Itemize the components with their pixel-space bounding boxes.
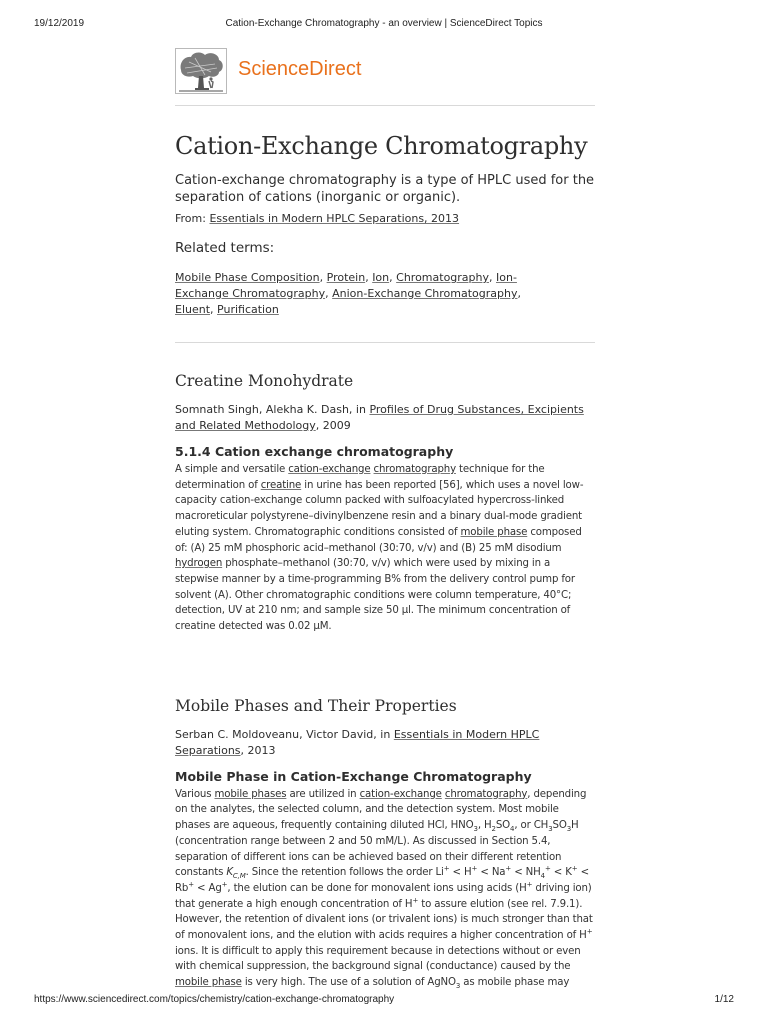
related-term-link[interactable]: Anion-Exchange Chromatography <box>332 287 518 300</box>
related-term-link[interactable]: Chromatography <box>396 271 490 284</box>
subsection-title: Mobile Phase in Cation-Exchange Chromatography <box>175 768 532 784</box>
related-terms-list: Mobile Phase Composition, Protein, Ion, Chromatography, Ion-Exchange Chromatography, Anion-Exchange Chromatography, Eluent, Purification <box>175 271 521 316</box>
section-body-text: A simple and versatile cation-exchange chromatography technique for the determination of creatine in urine has been reported [56], which uses a novel low-capacity cation-exchange column packed with sulfoacylated hypercross-linked macroreticular polystyrene–divinylbenzene resin and a binary dual-mode gradient eluting system. Chromatographic conditions consisted of mobile phase composed of: (A) 25 mM phosphoric acid–methanol (30:70, v/v) and (B) 25 mM disodium hydrogen phosphate–methanol (30:70, v/v) which were used by mixing in a stepwise manner by a time-programming B% from the delivery control pump for solvent (A). Other chromatographic conditions were column temperature, 40°C; detection, UV at 210 nm; and sample size 50 µl. The minimum concentration of creatine detected was 0.02 µM. <box>175 464 584 633</box>
related-term-link[interactable]: Protein <box>326 271 366 284</box>
topic-definition: Cation-exchange chromatography is a type of HPLC used for the separation of cations (inorganic or organic). <box>175 173 595 205</box>
term-link[interactable]: cation-exchange <box>288 464 371 475</box>
section-attribution <box>175 402 595 434</box>
term-link[interactable]: mobile phase <box>460 526 528 538</box>
book-source-link[interactable]: Profiles of Drug Substances, Excipients and Related Methodology <box>175 403 584 432</box>
section-title-creatine[interactable]: Creatine Monohydrate <box>175 372 354 390</box>
term-link[interactable]: chromatography <box>373 464 456 475</box>
definition-source <box>175 212 595 225</box>
related-term-link[interactable]: Ion-Exchange Chromatography <box>175 271 517 300</box>
authors: Serban C. Moldoveanu, Victor David, in <box>175 727 394 741</box>
term-link[interactable]: mobile phase <box>175 977 242 989</box>
brand-bar <box>175 44 595 105</box>
print-page-title: Cation-Exchange Chromatography - an overview | ScienceDirect Topics <box>225 18 543 29</box>
from-label: From: <box>175 212 210 225</box>
divider <box>175 105 595 106</box>
related-term-link[interactable]: Ion <box>372 271 390 284</box>
sciencedirect-logo-text[interactable]: ScienceDirect <box>238 58 362 80</box>
print-url: https://www.sciencedirect.com/topics/chemistry/cation-exchange-chromatography <box>34 994 395 1005</box>
term-link[interactable]: mobile phases <box>214 788 287 800</box>
elsevier-tree-icon <box>175 48 227 94</box>
term-link[interactable]: creatine <box>260 479 302 491</box>
section-attribution <box>175 727 595 759</box>
term-link[interactable]: cation-exchange <box>359 788 442 800</box>
term-link[interactable]: hydrogen <box>175 558 223 570</box>
definition-source-link[interactable]: Essentials in Modern HPLC Separations, 2013 <box>209 212 460 225</box>
authors: Somnath Singh, Alekha K. Dash, in <box>175 403 370 416</box>
print-date: 19/12/2019 <box>34 18 85 29</box>
publication-year: , 2013 <box>240 743 276 757</box>
term-link[interactable]: chromatography <box>444 788 528 800</box>
subsection-title: 5.1.4 Cation exchange chromatography <box>175 444 454 459</box>
section-title-mobile-phases[interactable]: Mobile Phases and Their Properties <box>175 696 457 715</box>
page-number: 1/12 <box>714 994 734 1005</box>
related-term-link[interactable]: Purification <box>217 303 279 316</box>
related-terms-heading: Related terms: <box>175 240 275 256</box>
related-term-link[interactable]: Eluent <box>175 303 211 316</box>
page-content <box>175 44 595 991</box>
book-source-link[interactable]: Essentials in Modern HPLC Separations <box>175 727 540 757</box>
related-term-link[interactable]: Mobile Phase Composition <box>175 271 320 284</box>
page-title: Cation-Exchange Chromatography <box>175 132 588 160</box>
publication-year: , 2009 <box>315 419 351 432</box>
section-body-text: Various mobile phases are utilized in cation-exchange chromatography, depending on the analytes, the selected column, and the detection system. Most mobile phases are aqueous, frequently containing diluted HCl, $HNO_3$, $H_2SO_4$, or $CH_3SO_3H$ (concentration range between 2 and 50 mM/L). As discussed in Section 5.4, separation of different ions can be achieved based on their different retention constants $K_{C,M}$. Since the retention follows the order $Li^+ < H^+ < Na^+ < NH_4^+ < K^+ < Rb^+ < Ag^+$, the elution can be done for monovalent ions using acids (H+ driving ion) that generate a high enough concentration of H+ to assure elution (see rel. 7.9.1). However, the retention of divalent ions (or trivalent ions) is much stronger than that of monovalent ions, and the elution with acids requires a higher concentration of H+ ions. It is difficult to apply this requirement because in detections without or even with chemical suppression, the background signal (conductance) caused by the mobile phase is very high. The use of a solution of AgNO$_3$ as mobile phase may <box>175 788 593 991</box>
